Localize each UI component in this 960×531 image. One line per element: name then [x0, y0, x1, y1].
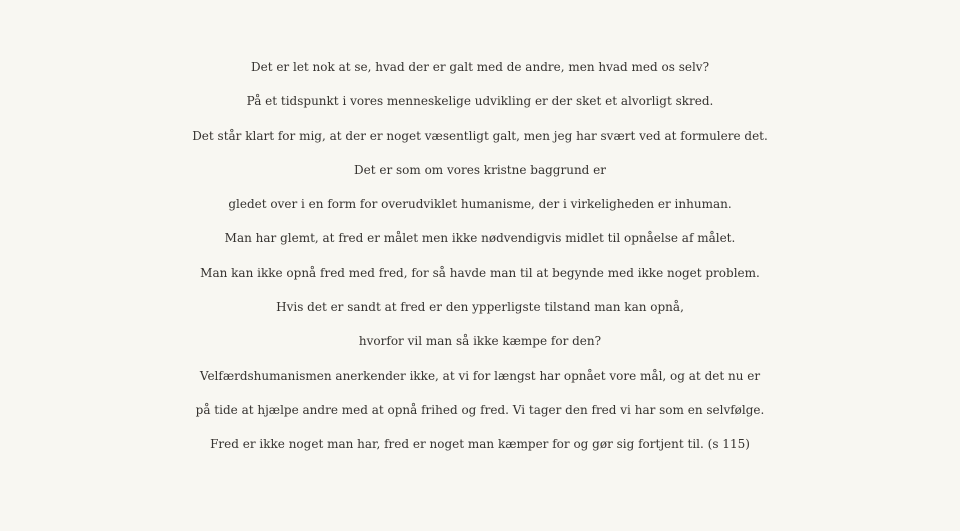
text-line-8: Hvis det er sandt at fred er den ypperligste tilstand man kan opnå, — [276, 300, 684, 315]
text-line-5: gledet over i en form for overudviklet humanisme, der i virkeligheden er inhuman. — [228, 197, 732, 212]
text-line-4: Det er som om vores kristne baggrund er — [353, 162, 607, 177]
text-line-2: På et tidspunkt i vores menneskelige udvikling er der sket et alvorligt skred. — [246, 94, 714, 109]
text-line-11: på tide at hjælpe andre med at opnå frihed og fred. Vi tager den fred vi har som en selvfølge. — [195, 402, 765, 417]
text-line-1: Det er let nok at se, hvad der er galt med de andre, men hvad med os selv? — [250, 60, 710, 74]
text-line-3: Det står klart for mig, at der er noget væsentligt galt, men jeg har svært ved at formulere det. — [192, 128, 768, 143]
text-line-12: Fred er ikke noget man har, fred er noget man kæmper for og gør sig fortjent til. (s 115) — [210, 437, 750, 452]
text-line-7: Man kan ikke opnå fred med fred, for så havde man til at begynde med ikke noget problem. — [200, 265, 760, 280]
text-line-6: Man har glemt, at fred er målet men ikke nødvendigvis midlet til opnåelse af målet. — [224, 231, 736, 246]
text-line-9: hvorfor vil man så ikke kæmpe for den? — [358, 334, 602, 349]
text-line-10: Velfærdshumanismen anerkender ikke, at vi for længst har opnået vore mål, og at det nu er — [199, 368, 761, 383]
quote-text-block — [0, 50, 960, 462]
